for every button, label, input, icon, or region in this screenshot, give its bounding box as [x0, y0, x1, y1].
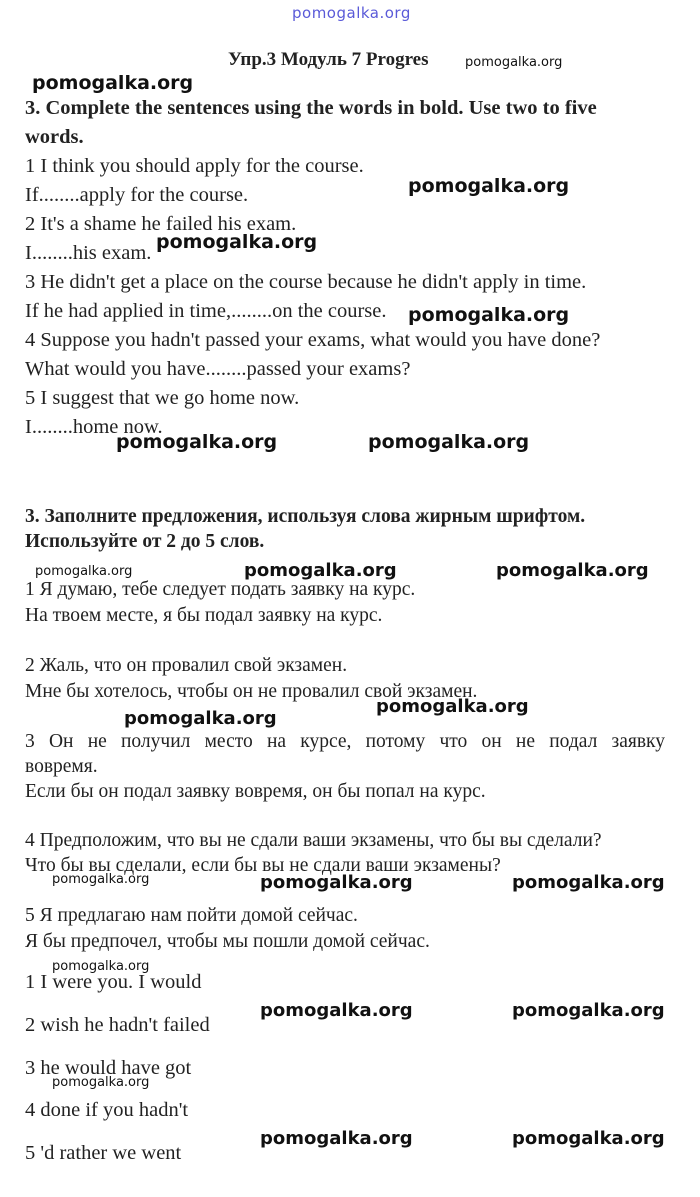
- watermark: pomogalka.org: [292, 4, 411, 22]
- watermark: pomogalka.org: [260, 1128, 413, 1149]
- answer-line: 4 done if you hadn't: [25, 1099, 189, 1121]
- english-line: 3 He didn't get a place on the course because he didn't apply in time.: [25, 271, 587, 293]
- english-line: I........his exam.: [25, 242, 152, 264]
- english-line: 2 It's a shame he failed his exam.: [25, 213, 297, 235]
- watermark: pomogalka.org: [512, 1128, 665, 1149]
- english-line: I........home now.: [25, 416, 163, 438]
- watermark: pomogalka.org: [368, 431, 530, 453]
- russian-line: Я бы предпочел, чтобы мы пошли домой сейчас.: [25, 931, 430, 952]
- english-line: 1 I think you should apply for the course.: [25, 155, 364, 177]
- russian-line: 3 Он не получил место на курсе, потому что он не подал заявку: [25, 731, 665, 752]
- watermark: pomogalka.org: [512, 1000, 665, 1021]
- watermark: pomogalka.org: [244, 560, 397, 581]
- english-line: 5 I suggest that we go home now.: [25, 387, 300, 409]
- russian-line: 4 Предположим, что вы не сдали ваши экзамены, что бы вы сделали?: [25, 830, 602, 851]
- watermark: pomogalka.org: [496, 560, 649, 581]
- russian-line: На твоем месте, я бы подал заявку на курс.: [25, 605, 383, 626]
- watermark: pomogalka.org: [408, 175, 570, 197]
- watermark: pomogalka.org: [465, 55, 563, 70]
- russian-line: 1 Я думаю, тебе следует подать заявку на курс.: [25, 579, 416, 600]
- watermark: pomogalka.org: [376, 696, 529, 717]
- watermark: pomogalka.org: [124, 708, 277, 729]
- answer-line: 1 I were you. I would: [25, 971, 202, 993]
- russian-line: 5 Я предлагаю нам пойти домой сейчас.: [25, 905, 358, 926]
- answer-line: 5 'd rather we went: [25, 1142, 182, 1164]
- russian-task-heading-cont: Используйте от 2 до 5 слов.: [25, 531, 265, 552]
- russian-line: Что бы вы сделали, если бы вы не сдали ваши экзамены?: [25, 855, 501, 876]
- russian-line: 2 Жаль, что он провалил свой экзамен.: [25, 655, 348, 676]
- watermark: pomogalka.org: [156, 231, 318, 253]
- russian-line: Мне бы хотелось, чтобы он не провалил свой экзамен.: [25, 681, 478, 702]
- watermark: pomogalka.org: [52, 872, 150, 887]
- watermark: pomogalka.org: [512, 872, 665, 893]
- russian-task-heading: 3. Заполните предложения, используя слова жирным шрифтом.: [25, 506, 586, 527]
- english-line: If........apply for the course.: [25, 184, 249, 206]
- watermark: pomogalka.org: [52, 1075, 150, 1090]
- russian-line: вовремя.: [25, 756, 98, 777]
- watermark: pomogalka.org: [35, 564, 133, 579]
- watermark: pomogalka.org: [116, 431, 278, 453]
- english-task-heading-cont: words.: [25, 126, 84, 148]
- page-title: Упр.3 Модуль 7 Progres: [228, 49, 429, 70]
- watermark: pomogalka.org: [408, 304, 570, 326]
- watermark: pomogalka.org: [52, 959, 150, 974]
- answer-line: 3 he would have got: [25, 1057, 192, 1079]
- watermark: pomogalka.org: [260, 1000, 413, 1021]
- english-task-heading: 3. Complete the sentences using the words in bold. Use two to five: [25, 97, 597, 119]
- russian-line: Если бы он подал заявку вовремя, он бы попал на курс.: [25, 781, 486, 802]
- watermark: pomogalka.org: [260, 872, 413, 893]
- answer-line: 2 wish he hadn't failed: [25, 1014, 210, 1036]
- english-line: What would you have........passed your exams?: [25, 358, 411, 380]
- watermark: pomogalka.org: [32, 72, 194, 94]
- english-line: 4 Suppose you hadn't passed your exams, what would you have done?: [25, 329, 601, 351]
- english-line: If he had applied in time,........on the course.: [25, 300, 387, 322]
